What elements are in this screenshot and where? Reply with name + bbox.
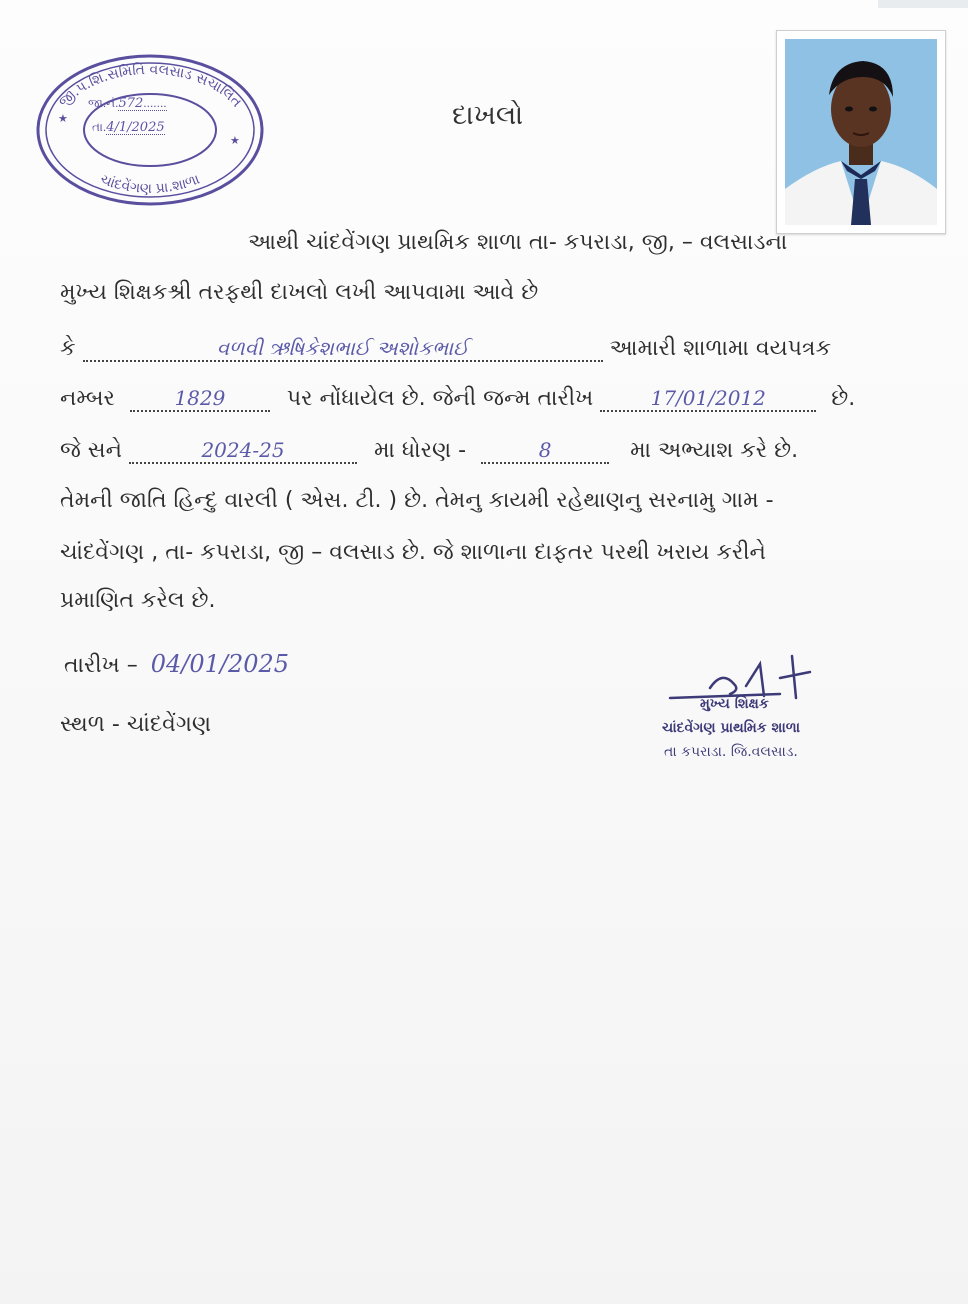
signature-place: તા કપરાડા. જિ.વલસાડ. — [664, 744, 798, 760]
issue-date-label: તારીખ – — [64, 653, 138, 678]
issue-date-value: 04/01/2025 — [150, 650, 290, 678]
line5-suffix: મા અભ્યાશ કરે છે. — [630, 438, 799, 463]
register-number-field: 1829 — [130, 386, 270, 412]
body-line-5 — [60, 438, 798, 464]
line4-middle: પર નોંધાયેલ છે. જેની જન્મ તારીખ — [286, 386, 594, 411]
line3-prefix: કે — [60, 336, 76, 361]
stamp-ring-top-text: જી.પં.શિ.સમિતિ વલસાડ સંચાલિત — [55, 61, 245, 111]
stamp-number: જા.નં.572....... — [88, 96, 167, 111]
issue-date-line — [64, 650, 289, 678]
birth-date-field: 17/01/2012 — [600, 386, 816, 412]
line4-prefix: નમ્બર — [60, 386, 115, 411]
body-line-2: મુખ્ય શિક્ષકશ્રી તરફથી દાખલો લખી આપવામા આવે છે — [60, 280, 539, 305]
signature-school: ચાંદવેંગણ પ્રાથમિક શાળા — [662, 720, 801, 736]
line5-middle: મા ધોરણ - — [374, 438, 467, 463]
stamp-date-label: તા. — [92, 120, 107, 134]
place-line: સ્થળ - ચાંદવેંગણ — [60, 712, 212, 737]
line3-suffix: આમારી શાળામા વયપત્રક — [609, 336, 831, 361]
line4-suffix: છે. — [831, 386, 856, 411]
stamp-ring-bottom-text: ચાંદવેંગણ પ્રા.શાળા — [98, 171, 202, 197]
body-line-3 — [60, 336, 831, 362]
stamp-number-label: જા.નં. — [88, 96, 119, 110]
line5-prefix: જે સને — [60, 438, 123, 463]
headmaster-signature-block — [640, 650, 880, 770]
stamp-number-value: 572 — [118, 96, 144, 111]
school-stamp — [34, 52, 266, 208]
stamp-date-value: 4/1/2025 — [106, 120, 165, 135]
signature-title: મુખ્ય શિક્ષક — [700, 696, 769, 712]
student-name-field: વળવી ઋષિકેશભાઈ અશોકભાઈ — [83, 336, 603, 362]
standard-field: 8 — [481, 438, 609, 464]
body-line-8: પ્રમાણિત કરેલ છે. — [60, 588, 216, 613]
body-line-7: ચાંદવેંગણ , તા- કપરાડા, જી – વલસાડ છે. જે શાળાના દાફતર પરથી ખરાય કરીને — [60, 540, 766, 565]
stamp-date — [92, 120, 165, 135]
certificate-title: દાખલો — [452, 100, 524, 131]
academic-year-field: 2024-25 — [129, 438, 357, 464]
svg-text:★: ★ — [58, 112, 68, 125]
body-line-6: તેમની જાતિ હિન્દુ વારલી ( એસ. ટી. ) છે. તેમનુ કાયમી રહેથાણનુ સરનામુ ગામ - — [60, 488, 774, 513]
student-portrait-graphic — [785, 39, 937, 225]
svg-text:★: ★ — [230, 134, 240, 147]
student-photo — [776, 30, 946, 234]
body-line-4 — [60, 386, 855, 412]
body-line-1: આથી ચાંદવેંગણ પ્રાથમિક શાળા તા- કપરાડા, જી, – વલસાડના — [248, 230, 788, 255]
page-top-strip — [878, 0, 968, 8]
